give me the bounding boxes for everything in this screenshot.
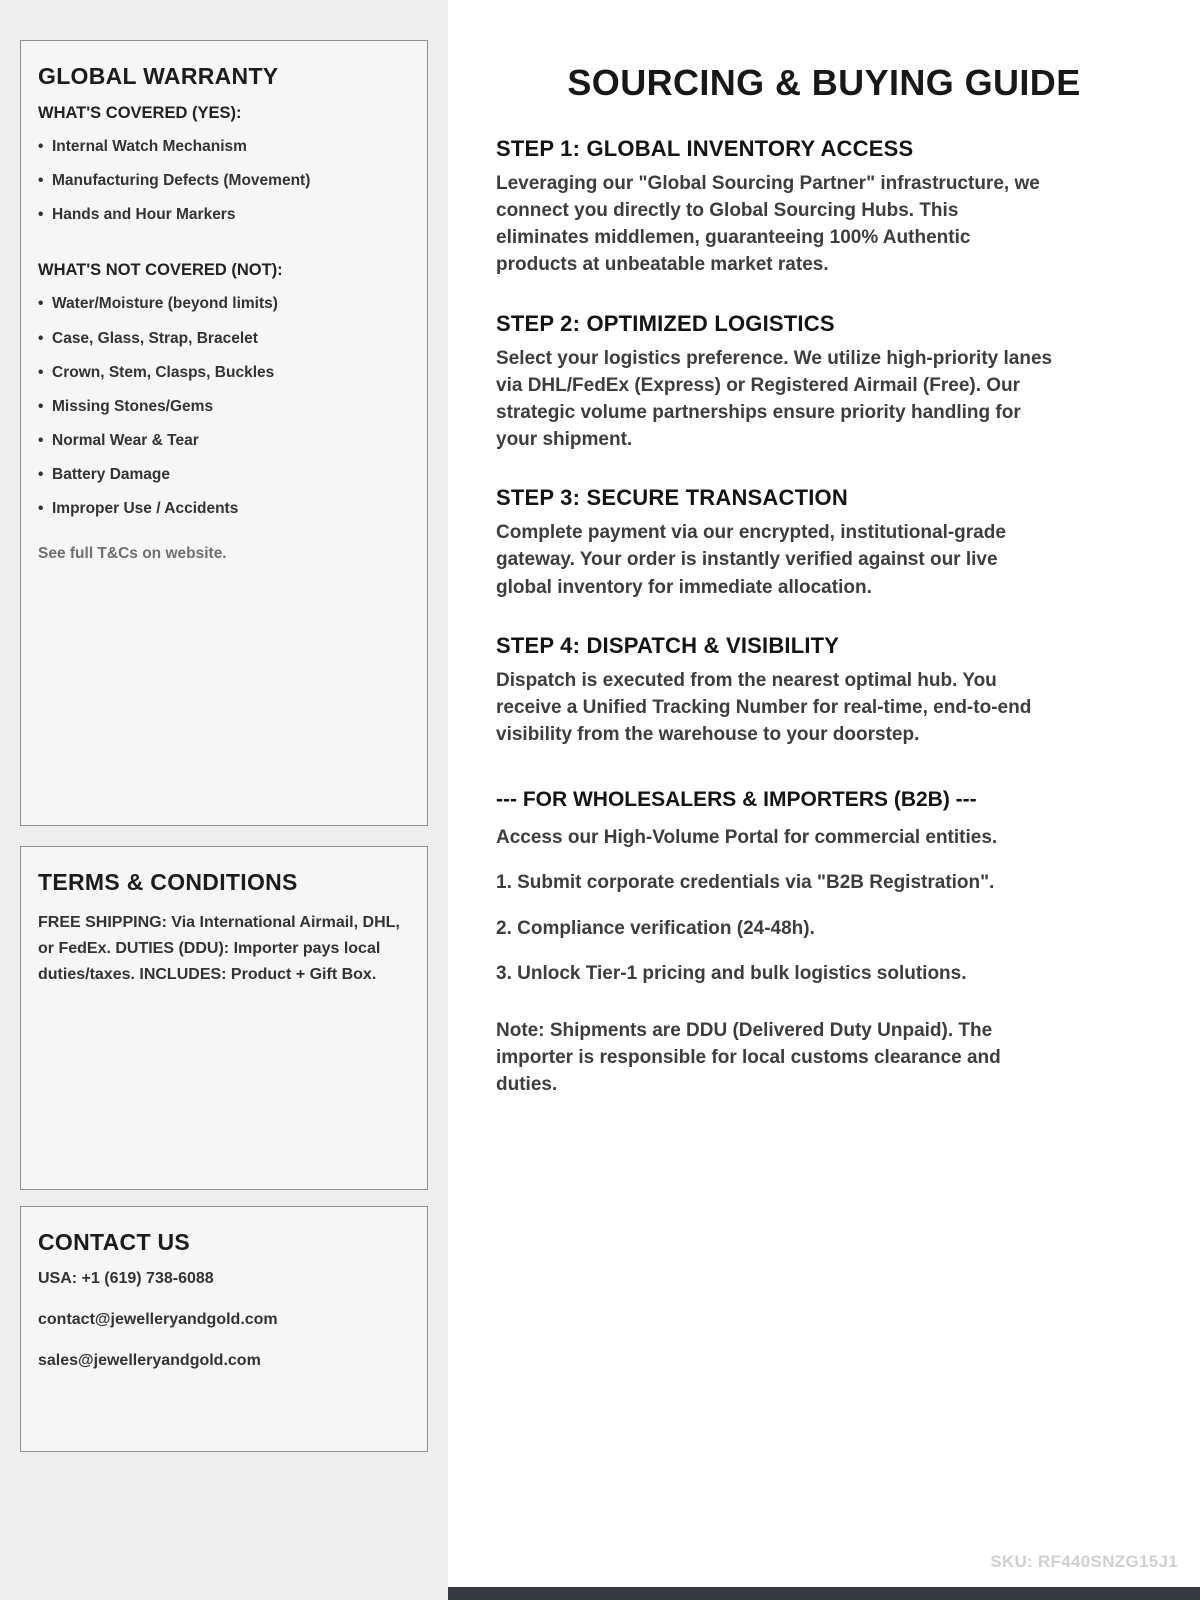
step-4-body: Dispatch is executed from the nearest optimal hub. You receive a Unified Tracking Number for real-time, end-to-end visibility from the warehouse to your doorstep. <box>496 669 1032 746</box>
contact-email-sales: sales@jewelleryandgold.com <box>38 1352 261 1369</box>
step-2 <box>496 311 1056 454</box>
step-1 <box>496 136 1056 279</box>
warranty-covered-item: • Internal Watch Mechanism <box>38 137 410 157</box>
warranty-not-covered-list <box>38 294 410 519</box>
b2b-item-1: 1. Submit corporate credentials via "B2B Registration". <box>496 872 995 894</box>
warranty-covered-item: • Hands and Hour Markers <box>38 205 410 225</box>
warranty-not-covered-item: • Water/Moisture (beyond limits) <box>38 294 410 314</box>
warranty-panel <box>20 40 428 826</box>
b2b-heading: --- FOR WHOLESALERS & IMPORTERS (B2B) --- <box>496 788 977 812</box>
step-4 <box>496 633 1056 748</box>
step-2-body: Select your logistics preference. We utilize high-priority lanes via DHL/FedEx (Express) or Registered Airmail (Free). Our strategic volume partnerships ensure priority handling for your shipment. <box>496 347 1053 451</box>
warranty-not-covered-item: • Case, Glass, Strap, Bracelet <box>38 329 410 349</box>
contact-phone: USA: +1 (619) 738-6088 <box>38 1270 214 1287</box>
footer-bar <box>448 1587 1200 1600</box>
sku-label: SKU: RF440SNZG15J1 <box>990 1552 1178 1571</box>
step-3-body: Complete payment via our encrypted, institutional-grade gateway. Your order is instantly verified against our live global inventory for immediate allocation. <box>496 522 1006 598</box>
b2b-note: Note: Shipments are DDU (Delivered Duty Unpaid). The importer is responsible for local customs clearance and duties. <box>496 1019 1001 1096</box>
warranty-not-covered-item: • Missing Stones/Gems <box>38 397 410 417</box>
b2b-section <box>496 788 1056 1098</box>
main-content <box>448 0 1200 1600</box>
contact-email-primary: contact@jewelleryandgold.com <box>38 1311 278 1328</box>
step-1-heading: STEP 1: GLOBAL INVENTORY ACCESS <box>496 136 914 161</box>
step-2-heading: STEP 2: OPTIMIZED LOGISTICS <box>496 310 835 336</box>
step-1-body: Leveraging our "Global Sourcing Partner" infrastructure, we connect you directly to Global Sourcing Hubs. This eliminates middlemen, guaranteeing 100% Authentic products at unbeatable market rates. <box>496 173 1040 276</box>
warranty-footnote: See full T&Cs on website. <box>38 545 227 563</box>
terms-body: FREE SHIPPING: Via International Airmail, DHL, or FedEx. DUTIES (DDU): Importer pays local duties/taxes. INCLUDES: Product + Gift Box. <box>38 914 400 983</box>
terms-panel <box>20 846 428 1190</box>
warranty-covered-title: WHAT'S COVERED (YES): <box>38 104 242 122</box>
warranty-title: GLOBAL WARRANTY <box>38 63 279 89</box>
b2b-intro: Access our High-Volume Portal for commercial entities. <box>496 827 998 849</box>
terms-title: TERMS & CONDITIONS <box>38 869 298 895</box>
warranty-not-covered-item: • Crown, Stem, Clasps, Buckles <box>38 363 410 383</box>
page-title: SOURCING & BUYING GUIDE <box>567 62 1081 103</box>
step-3-heading: STEP 3: SECURE TRANSACTION <box>496 485 848 511</box>
contact-panel <box>20 1206 428 1452</box>
b2b-item-3: 3. Unlock Tier-1 pricing and bulk logistics solutions. <box>496 962 967 984</box>
warranty-not-covered-item: • Normal Wear & Tear <box>38 431 410 451</box>
step-4-heading: STEP 4: DISPATCH & VISIBILITY <box>496 632 840 658</box>
guide-content <box>496 136 1056 1098</box>
contact-title: CONTACT US <box>38 1229 191 1255</box>
warranty-covered-item: • Manufacturing Defects (Movement) <box>38 171 410 191</box>
sidebar <box>0 0 448 1600</box>
warranty-covered-list <box>38 137 410 225</box>
step-3 <box>496 485 1056 600</box>
b2b-item-2: 2. Compliance verification (24-48h). <box>496 917 815 939</box>
warranty-not-covered-item: • Battery Damage <box>38 465 410 485</box>
warranty-not-covered-item: • Improper Use / Accidents <box>38 499 410 519</box>
warranty-not-covered-title: WHAT'S NOT COVERED (NOT): <box>38 261 283 280</box>
